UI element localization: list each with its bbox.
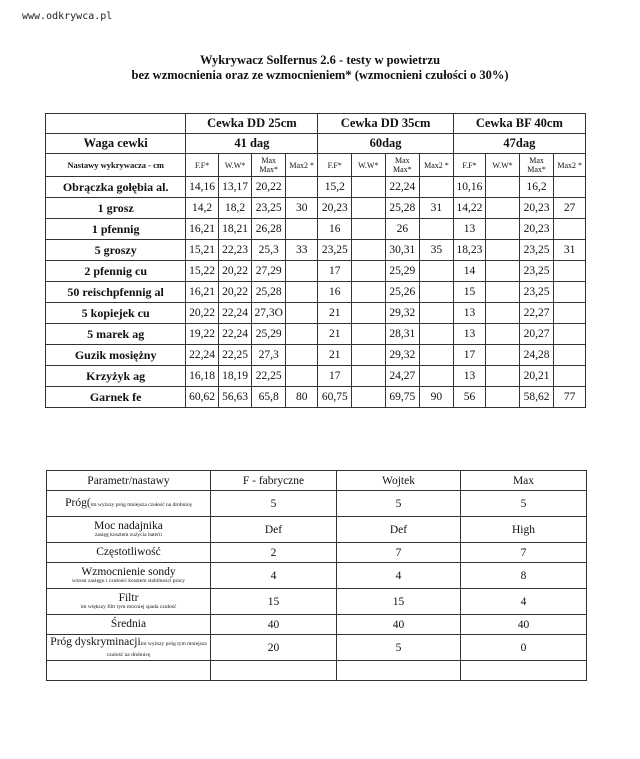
range-value: 21	[318, 324, 352, 345]
object-name: 5 groszy	[46, 240, 186, 261]
setting-value: Def	[337, 517, 461, 543]
range-value: 20,22	[252, 177, 286, 198]
range-value	[352, 387, 386, 408]
range-value	[285, 324, 318, 345]
range-value: 27,29	[252, 261, 286, 282]
range-value: 13	[453, 324, 486, 345]
range-value: 27,3	[252, 345, 286, 366]
range-value	[486, 261, 520, 282]
range-value: 16,21	[186, 282, 219, 303]
watermark: www.odkrywca.pl	[22, 11, 113, 22]
range-value: 27	[554, 198, 586, 219]
setting-value: 4	[211, 563, 337, 589]
setting-value: 0	[461, 635, 587, 661]
object-name: 1 pfennig	[46, 219, 186, 240]
setting-value: 7	[337, 543, 461, 563]
empty-cell	[337, 661, 461, 681]
setting-value: 5	[211, 491, 337, 517]
object-name: Obrączka gołębia al.	[46, 177, 186, 198]
setting-value: 15	[211, 589, 337, 615]
range-value: 26,28	[252, 219, 286, 240]
range-value	[486, 345, 520, 366]
setting-col-header: Max Max*	[519, 154, 554, 177]
range-value: 23,25	[519, 282, 554, 303]
range-value	[420, 219, 454, 240]
parameter-cell	[47, 635, 211, 661]
range-value: 22,23	[218, 240, 252, 261]
coil-header: Cewka DD 25cm	[186, 114, 318, 134]
table-row	[47, 635, 587, 661]
parameter-note: im większy filtr tym mocniej spada czułość	[80, 604, 177, 610]
range-value	[420, 282, 454, 303]
empty-cell	[211, 661, 337, 681]
range-value: 20,22	[186, 303, 219, 324]
range-value	[285, 177, 318, 198]
range-value: 22,24	[186, 345, 219, 366]
range-value: 20,23	[318, 198, 352, 219]
setting-value: 7	[461, 543, 587, 563]
range-value	[554, 219, 586, 240]
table-row	[46, 303, 586, 324]
range-value	[554, 345, 586, 366]
range-value	[486, 240, 520, 261]
table-row	[46, 282, 586, 303]
range-value: 20,27	[519, 324, 554, 345]
setting-col-header: W.W*	[218, 154, 252, 177]
setting-col-header: W.W*	[352, 154, 386, 177]
object-name: Garnek fe	[46, 387, 186, 408]
range-value: 29,32	[385, 345, 420, 366]
range-value: 18,2	[218, 198, 252, 219]
parameter-note: wzrost zasięgu i czułości kosztem stabilności pracy	[71, 578, 186, 584]
table-row	[46, 219, 586, 240]
coil-header: Cewka BF 40cm	[453, 114, 585, 134]
table-row	[46, 240, 586, 261]
range-value: 16,2	[519, 177, 554, 198]
range-value: 60,62	[186, 387, 219, 408]
range-value: 30	[285, 198, 318, 219]
range-value	[486, 303, 520, 324]
range-value	[420, 303, 454, 324]
range-value	[486, 198, 520, 219]
parameter-name: Wzmocnienie sondy	[81, 566, 176, 578]
range-value: 15,21	[186, 240, 219, 261]
range-value: 17	[453, 345, 486, 366]
range-value: 60,75	[318, 387, 352, 408]
range-value	[486, 177, 520, 198]
range-value	[285, 219, 318, 240]
parameter-name: Częstotliwość	[96, 546, 161, 558]
range-value: 33	[285, 240, 318, 261]
range-value	[486, 282, 520, 303]
range-value: 25,29	[252, 324, 286, 345]
coil-test-table	[45, 113, 586, 408]
parameter-cell	[47, 543, 211, 563]
object-name: 2 pfennig cu	[46, 261, 186, 282]
range-value	[486, 324, 520, 345]
parameter-note: im wyższy próg tym mniejsza czułość na drobnicę	[106, 640, 207, 658]
range-value	[285, 261, 318, 282]
coil-weight: 47dag	[453, 134, 585, 154]
table-row	[46, 387, 586, 408]
column-header: Wojtek	[337, 471, 461, 491]
settings-label: Nastawy wykrywacza - cm	[46, 154, 186, 177]
coil-weight: 41 dag	[186, 134, 318, 154]
range-value	[285, 366, 318, 387]
range-value	[352, 219, 386, 240]
setting-col-header: Max Max*	[252, 154, 286, 177]
range-value: 13,17	[218, 177, 252, 198]
range-value	[554, 261, 586, 282]
table-row	[46, 366, 586, 387]
range-value: 26	[385, 219, 420, 240]
range-value: 58,62	[519, 387, 554, 408]
range-value: 22,25	[252, 366, 286, 387]
range-value: 23,25	[519, 240, 554, 261]
range-value: 31	[554, 240, 586, 261]
range-value: 21	[318, 345, 352, 366]
object-name: Guzik mosiężny	[46, 345, 186, 366]
parameter-cell	[47, 491, 211, 517]
parameter-cell	[47, 563, 211, 589]
table-row	[47, 563, 587, 589]
range-value: 24,28	[519, 345, 554, 366]
range-value: 69,75	[385, 387, 420, 408]
range-value: 17	[318, 261, 352, 282]
range-value: 13	[453, 219, 486, 240]
range-value: 21	[318, 303, 352, 324]
range-value: 13	[453, 366, 486, 387]
weight-label: Waga cewki	[46, 134, 186, 154]
range-value: 28,31	[385, 324, 420, 345]
range-value: 22,24	[385, 177, 420, 198]
page-title: Wykrywacz Solfernus 2.6 - testy w powietrzu	[199, 53, 441, 67]
range-value: 18,21	[218, 219, 252, 240]
setting-value: 5	[337, 491, 461, 517]
object-name: 50 reischpfennig al	[46, 282, 186, 303]
setting-value: 5	[337, 635, 461, 661]
column-header: Max	[461, 471, 587, 491]
range-value	[352, 177, 386, 198]
parameter-name: Próg(	[65, 497, 91, 509]
setting-col-header: Max2 *	[554, 154, 586, 177]
parameter-name: Moc nadajnika	[94, 520, 163, 532]
range-value: 23,25	[252, 198, 286, 219]
range-value: 56	[453, 387, 486, 408]
range-value: 23,25	[318, 240, 352, 261]
range-value	[420, 177, 454, 198]
empty-cell	[47, 661, 211, 681]
setting-col-header: Max Max*	[385, 154, 420, 177]
range-value	[285, 303, 318, 324]
range-value: 14	[453, 261, 486, 282]
range-value: 22,25	[218, 345, 252, 366]
object-name: 5 kopiejek cu	[46, 303, 186, 324]
range-value	[352, 261, 386, 282]
coil-header: Cewka DD 35cm	[318, 114, 453, 134]
range-value: 13	[453, 303, 486, 324]
range-value	[420, 345, 454, 366]
setting-value: 40	[211, 615, 337, 635]
range-value: 30,31	[385, 240, 420, 261]
range-value: 19,22	[186, 324, 219, 345]
page-subtitle: bez wzmocnienia oraz ze wzmocnieniem* (wzmocnieni czułości o 30%)	[131, 68, 509, 82]
parameter-name: Filtr	[118, 592, 139, 604]
range-value: 25,26	[385, 282, 420, 303]
table-row	[47, 615, 587, 635]
range-value: 14,22	[453, 198, 486, 219]
range-value: 16	[318, 219, 352, 240]
setting-value: 2	[211, 543, 337, 563]
range-value: 22,24	[218, 303, 252, 324]
settings-table	[46, 470, 587, 681]
range-value: 15,2	[318, 177, 352, 198]
parameter-name: Średnia	[110, 618, 147, 630]
range-value: 20,22	[218, 282, 252, 303]
range-value	[352, 345, 386, 366]
parameter-cell	[47, 517, 211, 543]
range-value: 25,3	[252, 240, 286, 261]
setting-col-header: W.W*	[486, 154, 520, 177]
range-value: 27,3O	[252, 303, 286, 324]
range-value: 18,23	[453, 240, 486, 261]
range-value: 15,22	[186, 261, 219, 282]
range-value: 17	[318, 366, 352, 387]
range-value	[352, 324, 386, 345]
table-row	[46, 324, 586, 345]
range-value: 14,2	[186, 198, 219, 219]
setting-col-header: F.F*	[453, 154, 486, 177]
setting-col-header: F.F*	[318, 154, 352, 177]
setting-value: 20	[211, 635, 337, 661]
setting-col-header: Max2 *	[285, 154, 318, 177]
range-value: 22,27	[519, 303, 554, 324]
range-value: 14,16	[186, 177, 219, 198]
table-row	[46, 198, 586, 219]
setting-value: 40	[461, 615, 587, 635]
range-value: 20,23	[519, 219, 554, 240]
range-value: 16,21	[186, 219, 219, 240]
range-value: 56,63	[218, 387, 252, 408]
range-value: 29,32	[385, 303, 420, 324]
range-value: 35	[420, 240, 454, 261]
table-row	[47, 589, 587, 615]
setting-value: 8	[461, 563, 587, 589]
range-value	[554, 324, 586, 345]
parameter-note: im wyższy próg mniejsza czułość na drobnicę	[90, 502, 192, 508]
range-value	[486, 219, 520, 240]
range-value: 15	[453, 282, 486, 303]
corner-cell	[46, 114, 186, 134]
table-row	[47, 517, 587, 543]
table-row	[46, 261, 586, 282]
parameter-cell	[47, 589, 211, 615]
range-value	[420, 261, 454, 282]
table-row	[46, 345, 586, 366]
range-value: 25,28	[385, 198, 420, 219]
parameter-note: zasięg kosztem zużycia baterii	[94, 532, 163, 538]
range-value: 77	[554, 387, 586, 408]
setting-value: 4	[461, 589, 587, 615]
range-value	[352, 303, 386, 324]
range-value: 90	[420, 387, 454, 408]
range-value	[352, 198, 386, 219]
range-value	[554, 303, 586, 324]
range-value	[352, 240, 386, 261]
range-value	[554, 366, 586, 387]
table-row	[47, 543, 587, 563]
empty-row	[47, 661, 587, 681]
range-value: 16	[318, 282, 352, 303]
setting-value: High	[461, 517, 587, 543]
setting-col-header: F.F*	[186, 154, 219, 177]
range-value	[486, 387, 520, 408]
object-name: 5 marek ag	[46, 324, 186, 345]
range-value	[554, 282, 586, 303]
range-value: 18,19	[218, 366, 252, 387]
setting-value: 5	[461, 491, 587, 517]
table-row	[46, 177, 586, 198]
parameter-cell	[47, 615, 211, 635]
table-row	[47, 491, 587, 517]
range-value	[420, 324, 454, 345]
setting-col-header: Max2 *	[420, 154, 454, 177]
range-value	[285, 282, 318, 303]
range-value: 25,28	[252, 282, 286, 303]
range-value	[352, 366, 386, 387]
range-value: 24,27	[385, 366, 420, 387]
range-value: 22,24	[218, 324, 252, 345]
range-value	[554, 177, 586, 198]
setting-value: 15	[337, 589, 461, 615]
range-value	[486, 366, 520, 387]
range-value: 80	[285, 387, 318, 408]
range-value: 65,8	[252, 387, 286, 408]
range-value	[352, 282, 386, 303]
range-value: 16,18	[186, 366, 219, 387]
setting-value: 40	[337, 615, 461, 635]
setting-value: Def	[211, 517, 337, 543]
coil-weight: 60dag	[318, 134, 453, 154]
setting-value: 4	[337, 563, 461, 589]
parameter-name: Próg dyskryminacji	[50, 635, 141, 648]
range-value	[420, 366, 454, 387]
column-header: Parametr/nastawy	[47, 471, 211, 491]
column-header: F - fabryczne	[211, 471, 337, 491]
empty-cell	[461, 661, 587, 681]
range-value: 20,23	[519, 198, 554, 219]
range-value	[285, 345, 318, 366]
range-value: 23,25	[519, 261, 554, 282]
range-value: 20,21	[519, 366, 554, 387]
range-value: 10,16	[453, 177, 486, 198]
object-name: 1 grosz	[46, 198, 186, 219]
range-value: 20,22	[218, 261, 252, 282]
object-name: Krzyżyk ag	[46, 366, 186, 387]
range-value: 31	[420, 198, 454, 219]
range-value: 25,29	[385, 261, 420, 282]
